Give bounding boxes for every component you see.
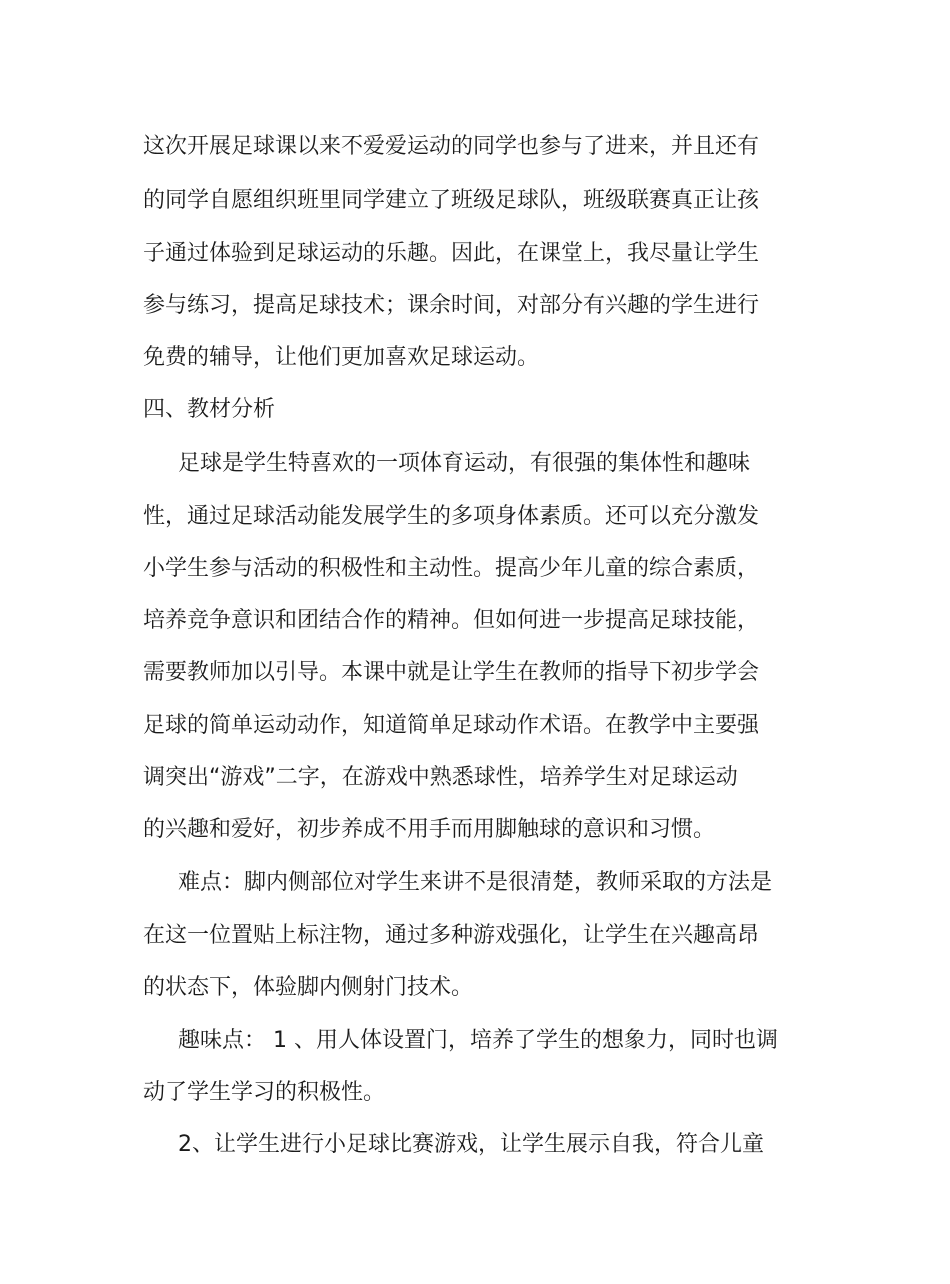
paragraph-line: 足球是学生特喜欢的一项体育运动，有很强的集体性和趣味 xyxy=(178,451,751,476)
paragraph-line: 性，通过足球活动能发展学生的多项身体素质。还可以充分激发 xyxy=(143,504,760,529)
paragraph-line: 的同学自愿组织班里同学建立了班级足球队，班级联赛真正让孩 xyxy=(143,188,760,213)
paragraph-line: 培养竞争意识和团结合作的精神。但如何进一步提高足球技能， xyxy=(143,608,760,633)
paragraph-line: 这次开展足球课以来不爱爱运动的同学也参与了进来，并且还有 xyxy=(143,134,760,159)
paragraph-line: 子通过体验到足球运动的乐趣。因此，在课堂上，我尽量让学生 xyxy=(143,241,760,266)
paragraph-line: 2、让学生进行小足球比赛游戏，让学生展示自我，符合儿童 xyxy=(178,1132,764,1157)
paragraph-line: 小学生参与活动的积极性和主动性。提高少年儿童的综合素质， xyxy=(143,556,760,581)
paragraph-line: 的兴趣和爱好，初步养成不用手而用脚触球的意识和习惯。 xyxy=(143,817,716,842)
paragraph-line: 足球的简单运动动作，知道简单足球动作术语。在教学中主要强 xyxy=(143,713,760,738)
paragraph-line: 在这一位置贴上标注物，通过多种游戏强化，让学生在兴趣高昂 xyxy=(143,923,760,948)
paragraph-line: 免费的辅导，让他们更加喜欢足球运动。 xyxy=(143,345,540,370)
section-heading: 四、教材分析 xyxy=(143,397,276,422)
paragraph-line: 的状态下，体验脚内侧射门技术。 xyxy=(143,975,474,1000)
paragraph-line: 趣味点： 1 、用人体设置门，培养了学生的想象力，同时也调 xyxy=(178,1028,778,1053)
paragraph-line: 难点：脚内侧部位对学生来讲不是很清楚，教师采取的方法是 xyxy=(178,870,773,895)
paragraph-line: 参与练习，提高足球技术；课余时间，对部分有兴趣的学生进行 xyxy=(143,293,760,318)
paragraph-line: 需要教师加以引导。本课中就是让学生在教师的指导下初步学会 xyxy=(143,660,760,685)
paragraph-line: 动了学生学习的积极性。 xyxy=(143,1080,386,1105)
paragraph-line: 调突出“游戏”二字，在游戏中熟悉球性，培养学生对足球运动 xyxy=(143,765,738,790)
